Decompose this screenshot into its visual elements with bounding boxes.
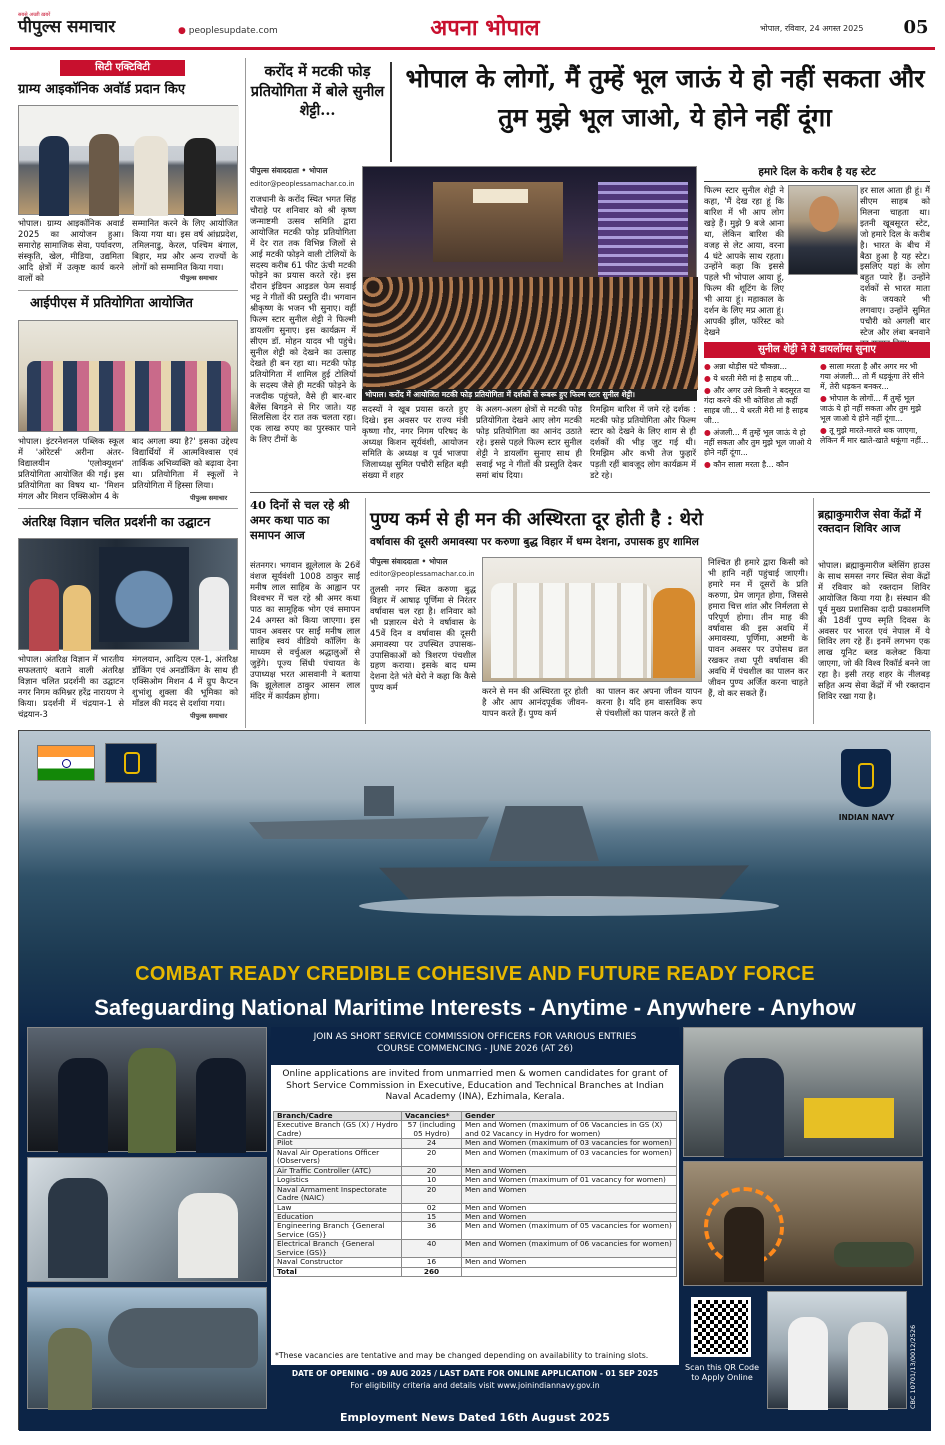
person-figure <box>199 577 229 651</box>
column-rule <box>245 58 246 728</box>
aviator-figure <box>48 1328 92 1410</box>
col-header-branch: Branch/Cadre <box>274 1112 402 1121</box>
bullet-icon: ● <box>704 385 714 395</box>
thero-col4: निश्चित ही हमारे द्वारा किसी को भी हानि नहीं पहुंचाई जाएगी। हमारे मन में दूसरों के प्रति करुणा, प्रेम जागृत होगा, जिससे हमारा चित्त शांत और निर्मलता से परिपूर्ण होगा। तीन माह की वर्षावास की इस अवधि में अमावस्या, पूर्णिमा, अष्टमी के पावन अवसर पर उपोसथ व्रत रखकर तथा पूरी वर्षावास की अवधि में पंचशील का पालन कर जीवन पुण्य अर्जित करना चाहते हैं, वो कर सकते हैं। <box>708 557 808 699</box>
dialog-item <box>704 460 814 470</box>
crowd <box>363 277 698 390</box>
table-row <box>274 1139 677 1148</box>
table-row <box>274 1222 677 1240</box>
story1-col1: भोपाल। ग्राम्य आइकॉनिक अवार्ड 2025 का आयोजन हुआ। समारोह सामाजिक सेवा, पर्यावरण, संस्कृति, खेल, मीडिया, उद्यमिता आदि क्षेत्रों में उत्कृष्ट कार्य करने वालों को <box>18 218 124 283</box>
branch-cell: Education <box>274 1212 402 1221</box>
gender-cell: Men and Women (maximum of 05 vacancies for women) <box>462 1222 677 1240</box>
thero-col3: का पालन कर अपना जीवन यापन करना है। यदि हम वास्तविक रूप से पंचशीलों का पालन करते हैं तो <box>596 686 702 718</box>
thero-subheadline: वर्षावास की दूसरी अमावस्या पर करुणा बुद्ध विहार में धम्म देशना, उपासक हुए शामिल <box>370 536 699 548</box>
total-label: Total <box>274 1267 402 1276</box>
thero-col2: करने से मन की अस्थिरता दूर होती है और आप आनंदपूर्वक जीवन-यापन करते हैं। पुण्य कर्म <box>482 686 588 718</box>
anchor-icon <box>124 752 140 774</box>
group-photo-row <box>27 361 231 431</box>
lead-byline: पीपुल्स संवाददाता • भोपाल <box>250 166 328 175</box>
story1-col2: सम्मानित करने के लिए आयोजित किया गया था। इस वर्ष आंध्रप्रदेश, तमिलनाडु, केरल, पश्चिम बंगाल, बिहार, मप्र और अन्य राज्यों के लोगों को सम्मानित किया गया। <box>132 218 238 272</box>
lead-kicker: करोंद में मटकी फोड़ प्रतियोगिता में बोले सुनील शेट्टी... <box>250 63 385 120</box>
lead-col1: राजधानी के करोंद स्थित भगत सिंह चौराहे पर शनिवार को श्री कृष्ण जन्माष्टमी उत्सव समिति द्वारा आयोजित मटकी फोड़ प्रतियोगिता में देर रात तक विभिन्न जिलों से आई मटकी फोड़ने वाली टोलियों के सदस्य करीब 61 फीट ऊंची मटकी फोड़ने का प्रयास करते रहे। इस दौरान इंडियन आइडल फेम सवाई भट्ट ने गीतों की प्रस्तुति दी। भगवान श्रीकृष्ण के भजन भी सुनाए। वहीं फिल्म स्टार सुनील शेट्टी ने फिल्मी डायलॉग सुनाए। इस कार्यक्रम में सीएम डॉ. मोहन यादव भी पहुंचे। सुनील शेट्टी को देखने का उत्साह देखते ही बन रहा था। मटकी फोड़ प्रतियोगिता में शामिल हुई टोलियों के सदस्य जैसे ही मटकी फोड़ने के नजदीक पहुंचते, वैसे ही बार-बार बैलेंस बिगड़ने से गिर जाते। यह सिलसिला देर रात तक चलता रहा। एक लाख रुपए का पुरस्कार पाने के लिए टीमों के <box>250 194 356 445</box>
dateline: भोपाल, रविवार, 24 अगस्त 2025 <box>760 24 864 33</box>
officer-figure <box>58 1058 108 1153</box>
horse-rider <box>724 1207 764 1282</box>
dialogs-left-list <box>704 362 814 484</box>
ad-dates: DATE OF OPENING - 09 AUG 2025 / LAST DATE FOR ONLINE APPLICATION - 01 SEP 2025 <box>291 1369 659 1378</box>
dialog-item <box>820 362 930 392</box>
bullet-icon: ● <box>820 362 830 371</box>
destroyer-superstructure <box>489 806 599 861</box>
masthead-rule <box>10 47 935 50</box>
exhibit-panel <box>99 547 189 642</box>
ad-intro: Online applications are invited from unmarried men & women candidates for grant of Short Service Commission in Executive, Education and Technical Branches at Indian Naval Academy (INA), Ezhimala, Kerala. <box>282 1069 668 1103</box>
dialog-text: अन्ना थोड़ीस घंटे चौकन्ना... <box>713 362 788 371</box>
page-number: 05 <box>903 17 929 38</box>
gender-cell: Men and Women (maximum of 03 vacancies for women) <box>462 1148 677 1166</box>
lead-photo-caption: भोपाल। करोंद में आयोजित मटकी फोड़ प्रतियोगिता में दर्शकों से रूबरू हुए फिल्म स्टार सुनील शेट्टी। <box>362 389 697 401</box>
person-figure <box>89 134 119 216</box>
ad-tagline: Safeguarding National Maritime Interests - Anytime - Anywhere - Anyhow <box>94 995 856 1020</box>
helicopter <box>108 1308 258 1368</box>
dialogs-title: सुनील शेट्टी ने ये डायलॉग्स सुनाए <box>704 342 930 358</box>
gender-cell: Men and Women (maximum of 06 vacancies for women) <box>462 1240 677 1258</box>
katha-body: संतनगर। भगवान झूलेलाल के 26वें वंशज सूर्यवंशी 1008 ठाकुर साईं मनीष लाल साहिब के आह्वान पर विश्वभर में चल रहे श्री अमर कथा पाठ का सामूहिक भोग एवं समापन 24 अगस्त को किया जाएगा। इस पावन अवसर पर साईं मनीष लाल साहिब स्वयं वीडियो कॉलिंग के माध्यम से वर्चुअल श्रद्धालुओं से जुड़ेंगे। पूज्य सिंधी पंचायत के उपाध्यक्ष भरत आसवानी ने बताया कि झूलेलाल ठाकुर आसन लाल मंदिर में कार्यक्रम होगा। <box>250 560 360 702</box>
column-rule <box>365 498 366 724</box>
branch-cell: Naval Air Operations Officer (Observers) <box>274 1148 402 1166</box>
quote-box-col1: फिल्म स्टार सुनील शेट्टी ने कहा, 'मैं देख रहा हूं कि बारिश में भी आप लोग खड़े हैं। मुझे 9 बजे आना था, लेकिन बारिश की वजह से लेट आया, वरना 4 घंटे आपके साथ रहता। उन्होंने कहा कि इससे पहले भी भोपाल आया हूं, फिल्म की शूटिंग के लिए भी आया हूं। महाकाल के दर्शन के लिए मप्र आता हूं। आपकी झील, फॉरेस्ट को देखने <box>704 185 784 337</box>
divider <box>18 290 238 291</box>
story2-photo <box>18 320 238 432</box>
navy-crest-icon <box>841 749 891 807</box>
thero-col1: तुलसी नगर स्थित करुणा बुद्ध विहार में आषाढ़ पूर्णिमा से निरंतर वर्षावास चल रहा है। शनिवार को भी प्रज्ञारत्न थेरो ने वर्षावास के 45वें दिन व वर्षावास की दूसरी अमावस्या पर उपस्थित उपासक-उपासिकाओं को त्रिशरण पंचशील ग्रहण कराया। इसके बाद धम्म देशना देते भंते थेरो ने कहा कि कैसे पुण्य कर्म <box>370 584 476 693</box>
gender-cell: Men and Women <box>462 1203 677 1212</box>
dialog-text: कौन साला मरता है... कौन <box>713 459 789 469</box>
bullet-icon: ● <box>704 427 714 437</box>
kicker-rule <box>390 62 392 162</box>
dialog-item <box>820 426 930 446</box>
dialog-item <box>704 362 814 372</box>
quote-box-col2: हर साल आता ही हूं। मैं सीएम साहब को मिलना चाहता था। इतनी खूबसूरत स्टेट, जो हमारे दिल के करीब है। भारत के बीच में बैठा हुआ है यह स्टेट। इसलिए यहां के लोग बहुत प्यारे हैं। उन्होंने दर्शकों से भारत माता के जयकारे भी लगवाए। उन्होंने सुमित पचौरी को अगली बार स्टेज और लंबा बनवाने <box>860 185 930 337</box>
blood-camp-title: ब्रह्माकुमारीज सेवा केंद्रों में रक्तदान शिविर आज <box>818 508 921 536</box>
divider <box>18 508 238 509</box>
bullet-icon: ● <box>704 373 714 383</box>
story3-credit: पीपुल्स समाचार <box>190 712 228 720</box>
bullet-icon: ● <box>820 425 830 435</box>
story3-title: अंतरिक्ष विज्ञान चलित प्रदर्शनी का उद्घाटन <box>22 514 211 529</box>
bridge-photo <box>767 1291 907 1409</box>
dialog-text: और अगर उसे किसी ने बदसूरत या गंदा करने की भी कोशिश तो कहीं साहब जी... ये धरती मेरी मां है साहब जी... <box>704 385 811 425</box>
recruitment-panel <box>271 1027 679 1409</box>
branch-cell: Law <box>274 1203 402 1212</box>
branch-cell: Naval Constructor <box>274 1258 402 1267</box>
table-row <box>274 1148 677 1166</box>
table-row <box>274 1176 677 1185</box>
worker-figure <box>724 1058 784 1158</box>
gender-cell: Men and Women (maximum of 01 vacancy for women) <box>462 1176 677 1185</box>
person-figure <box>184 138 216 216</box>
dialog-text: तू मुझे मारते-मारते थक जाएगा, लेकिन मैं मार खाते-खाते थकूंगा नहीं... <box>820 425 929 445</box>
branch-cell: Engineering Branch {General Service (GS)} <box>274 1222 402 1240</box>
cart <box>804 1098 894 1138</box>
vacancies-cell: 15 <box>402 1212 462 1221</box>
engineer-figure <box>178 1193 238 1278</box>
story1-credit: पीपुल्स समाचार <box>180 274 218 282</box>
join-line2: COURSE COMMENCING - JUNE 2026 (AT 26) <box>377 1043 573 1054</box>
thero-byline: पीपुल्स संवाददाता • भोपाल <box>370 557 448 566</box>
join-band <box>271 1027 679 1065</box>
ad-slogan: COMBAT READY CREDIBLE COHESIVE AND FUTURE READY FORCE <box>135 963 815 985</box>
dialog-item <box>704 374 814 384</box>
logo-text: पीपुल्स समाचार <box>18 17 116 38</box>
dialog-item <box>704 428 814 458</box>
table-row <box>274 1185 677 1203</box>
vacancies-cell: 16 <box>402 1258 462 1267</box>
vacancies-cell: 20 <box>402 1148 462 1166</box>
bullet-icon: ● <box>704 459 714 469</box>
story3-col2: मंगलयान, आदित्य एल-1, अंतरिक्ष डॉकिंग एवं अनडॉकिंग के साथ ही एक्सिओम मिशन 4 में ग्रुप कैप्टन शुभांशु शुक्ला की भूमिका को मॉडल की मदद से दर्शाया गया। <box>132 654 238 708</box>
total-value: 260 <box>402 1267 462 1276</box>
bullet-icon: ● <box>704 362 714 371</box>
table-row <box>274 1121 677 1139</box>
story1-title: ग्राम्य आइकॉनिक अवॉर्ड प्रदान किए <box>18 82 186 97</box>
officer-figure <box>848 1322 888 1410</box>
globe-icon: ● <box>178 26 186 36</box>
wake <box>359 896 779 916</box>
total-empty <box>462 1267 677 1276</box>
engineers-photo <box>27 1157 267 1282</box>
branch-cell: Naval Armament Inspectorate Cadre (NAIC) <box>274 1185 402 1203</box>
ad-eligibility[interactable]: For eligibility criteria and details visit www.joinindiannavy.gov.in <box>350 1380 600 1390</box>
thero-photo <box>482 557 702 682</box>
crest-anchor-icon <box>858 763 874 789</box>
lead-col4: रिमझिम बारिश में जमे रहे दर्शक : मटकी फोड़ प्रतियोगिता और फिल्म स्टार को देखने के लिए शाम से ही दर्शकों की भीड़ जुट गई थी। रिमझिम और कभी तेज फुहारें पड़ती रहीं बावजूद लोग कार्यक्रम में डटे रहे। <box>590 404 696 480</box>
quote-box-title: हमारे दिल के करीब है यह स्टेट <box>704 166 930 182</box>
navy-ensign-icon <box>105 743 157 783</box>
divider <box>250 492 930 493</box>
person-figure <box>29 579 59 651</box>
thero-email[interactable]: editor@peoplessamachar.co.in <box>370 570 475 578</box>
chakra-icon <box>62 759 71 768</box>
person-figure <box>63 585 91 651</box>
story3-photo <box>18 538 238 650</box>
vacancies-cell: 36 <box>402 1222 462 1240</box>
shop-sign <box>473 189 528 203</box>
website-url-text: peoplesupdate.com <box>188 26 278 36</box>
training-photo <box>683 1161 923 1286</box>
lead-col2: सदस्यों ने खूब प्रयास करते हुए दिखे। इस अवसर पर राज्य मंत्री कृष्णा गौर, नगर निगम परिषद के अध्यक्ष किशन सूर्यवंशी, आयोजन समिति के अध्यक्ष व पूर्व भाजपा जिलाध्यक्ष सुमित पचौरी सहित बड़ी संख्या में शहर <box>362 404 468 480</box>
officer-figure <box>128 1048 176 1153</box>
employment-news: Employment News Dated 16th August 2025 <box>340 1411 610 1424</box>
person-figure <box>134 136 168 216</box>
branch-cell: Logistics <box>274 1176 402 1185</box>
gender-cell: Men and Women <box>462 1185 677 1203</box>
qr-code-icon[interactable] <box>691 1297 751 1357</box>
dialog-text: अंजली... मैं तुम्हें भूल जाऊं ये हो नहीं सकता और तुम मुझे भूल जाओ ये होने नहीं दूंगा... <box>704 427 812 457</box>
qr-caption: Scan this QR Code to Apply Online <box>684 1363 759 1382</box>
carrier-island <box>364 786 394 816</box>
ad-code: CBC 10701/13/0012/2526 <box>909 1324 917 1409</box>
gender-cell: Men and Women <box>462 1166 677 1175</box>
gender-cell: Men and Women (maximum of 06 Vacancies in GS (X) and 02 Vacancy in Hydro for women) <box>462 1121 677 1139</box>
gender-cell: Men and Women <box>462 1212 677 1221</box>
vacancy-table <box>273 1111 677 1277</box>
vacancy-table-wrap <box>273 1111 677 1343</box>
column-rule <box>813 498 814 724</box>
masthead-logo[interactable] <box>18 12 168 40</box>
ad-hero <box>19 731 931 956</box>
masthead <box>0 0 945 50</box>
lead-email[interactable]: editor@peoplessamachar.co.in <box>250 180 355 188</box>
katha-title: 40 दिनों से चल रहे श्री अमर कथा पाठ का समापन आज <box>250 498 350 542</box>
indian-flag-icon <box>37 745 95 781</box>
dialogs-right-list <box>820 362 930 484</box>
branch-cell: Air Traffic Controller (ATC) <box>274 1166 402 1175</box>
story2-col1: भोपाल। इंटरनेशनल पब्लिक स्कूल में 'ओरेटर्स' अरीना अंतर-विद्यालयीन 'एलोक्यूशन' प्रतियोगिता आयोजित की गई। इस प्रतियोगिता का विषय था- 'मिशन मंगल और मिशन एक्सिओम 4 के <box>18 436 124 501</box>
table-row <box>274 1240 677 1258</box>
vacancies-cell: 40 <box>402 1240 462 1258</box>
worshipper-row <box>491 583 651 678</box>
branch-cell: Executive Branch (GS (X) / Hydro Cadre) <box>274 1121 402 1139</box>
vacancies-cell: 20 <box>402 1185 462 1203</box>
vacancies-cell: 10 <box>402 1176 462 1185</box>
story2-credit: पीपुल्स समाचार <box>190 494 228 502</box>
dialog-text: ये धरती मेरी मां है साहब जी... <box>713 373 799 383</box>
bullet-icon: ● <box>820 393 830 403</box>
vacancies-cell: 24 <box>402 1139 462 1148</box>
monk-figure <box>653 588 695 678</box>
story1-photo <box>18 105 238 215</box>
section-tag: सिटी एक्टिविटी <box>60 60 185 76</box>
engineer-figure <box>48 1178 108 1278</box>
dates-band <box>271 1365 679 1409</box>
officers-photo <box>27 1027 267 1152</box>
dialog-item <box>704 386 814 426</box>
col-header-vacancies: Vacancies* <box>402 1112 462 1121</box>
officer-figure <box>788 1317 828 1410</box>
navy-ad <box>18 730 930 1430</box>
gender-cell: Men and Women <box>462 1258 677 1267</box>
branch-cell: Pilot <box>274 1139 402 1148</box>
vacancies-cell: 20 <box>402 1166 462 1175</box>
officer-figure <box>196 1058 246 1153</box>
dialog-item <box>820 394 930 424</box>
vacancies-cell: 02 <box>402 1203 462 1212</box>
col-header-gender: Gender <box>462 1112 677 1121</box>
crawling-trainee <box>834 1242 914 1267</box>
branch-cell: Electrical Branch {General Service (GS)} <box>274 1240 402 1258</box>
aviators-photo <box>27 1287 267 1409</box>
join-line1: JOIN AS SHORT SERVICE COMMISSION OFFICERS FOR VARIOUS ENTRIES <box>313 1032 637 1042</box>
vacancy-note: *These vacancies are tentative and may be changed depending on availability to training slots. <box>275 1351 649 1360</box>
navy-label: INDIAN NAVY <box>838 813 895 822</box>
lead-col3: के अलग-अलग क्षेत्रों से मटकी फोड़ प्रतियोगिता देखने आए लोग मटकी फोड़ प्रतियोगिता का आनंद उठाते रहे। इससे पहले फिल्म स्टार सुनील शेट्टी ने डायलॉग सुनाए साथ ही सवाई भट्ट ने गीतों की प्रस्तुति देकर समां बांध दिया। <box>476 404 582 480</box>
gender-cell: Men and Women (maximum of 03 vacancies for women) <box>462 1139 677 1148</box>
thero-headline: पुण्य कर्म से ही मन की अस्थिरता दूर होती है : थेरो <box>370 509 703 530</box>
masthead-tagline: सबसे अच्छी ख़बरें <box>18 12 51 18</box>
person-figure <box>39 136 69 216</box>
section-title: अपना भोपाल <box>430 15 540 41</box>
dialog-text: साला मरता है और अगर मर भी गया अंजली... तो मैं धड़कूंगा तेरे सीने में, तेरी धड़कन बनकर... <box>820 362 925 391</box>
story2-col2: बाद अगला क्या है?' इसका उद्देश्य विद्यार्थियों में आत्मविश्वास एवं तार्किक अभिव्यक्ति को बढ़ावा देना था। प्रतियोगिता में स्कूलों ने प्रतियोगिता में हिस्सा लिया। <box>132 436 238 490</box>
workshop-photo <box>683 1027 923 1157</box>
vacancies-cell: 57 (including 05 Hydro) <box>402 1121 462 1139</box>
lead-photo <box>362 166 697 389</box>
table-row <box>274 1258 677 1267</box>
story2-title: आईपीएस में प्रतियोगिता आयोजित <box>30 296 193 311</box>
dialog-text: भोपाल के लोगों... मैं तुम्हें भूल जाऊं ये हो नहीं सकता और तुम मुझे भूल जाओ ये होने नहीं दूंगा... <box>820 393 921 423</box>
story3-col1: भोपाल। अंतरिक्ष विज्ञान में भारतीय सफलताएं बताने वाली अंतरिक्ष विज्ञान चलित प्रदर्शनी का उद्घाटन नगर निगम कमिश्नर हरेंद्र नारायण ने किया। प्रदर्शनी में चंद्रयान-1 से चंद्रयान-3 <box>18 654 124 719</box>
website-url[interactable] <box>178 26 288 40</box>
blood-camp-body: भोपाल। ब्रह्माकुमारीज ब्लेसिंग हाउस के साथ समस्त नगर स्थित सेवा केंद्रों में रविवार को रक्तदान शिविर आयोजित किया गया है। संस्थान की पूर्व मुख्य प्रशासिका दादी प्रकाशमणि की 18वीं पुण्य स्मृति दिवस के अवसर पर भारत एवं नेपाल में ये शिविर लग रहे हैं। इनमें लगभग एक लाख यूनिट ब्लड कलेक्ट किया जाएगा, जो की विश्व रिकॉर्ड बनने जा रहा है। इसी तरह शहर के नीलबड़ सहित अन्य सेवा केंद्रों में भी रक्तदान शिविर रखा गया है। <box>818 560 930 702</box>
lead-headline: भोपाल के लोगों, मैं तुम्हें भूल जाऊं ये हो नहीं सकता और तुम मुझे भूल जाओ, ये होने नहीं दूंगा <box>405 64 925 132</box>
